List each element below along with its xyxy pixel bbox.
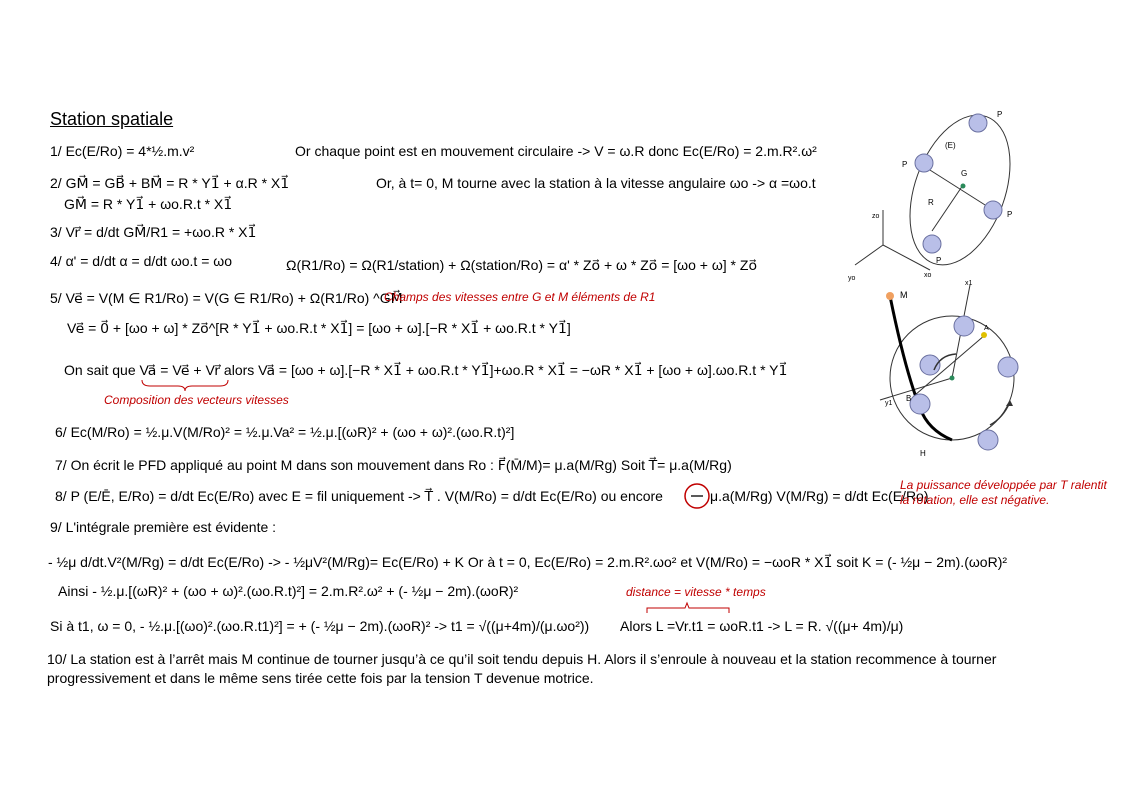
label-p1: P [997, 110, 1003, 119]
line-9: 9/ L'intégrale première est évidente : [50, 519, 277, 535]
line-5: 5/ Ve⃗ = V(M ∈ R1/Ro) = V(G ∈ R1/Ro) + Ω(R1/Ro) ^GM⃗ [50, 290, 403, 306]
line-1b: Or chaque point est en mouvement circulaire -> V = ω.R donc Ec(E/Ro) = 2.m.R².ω² [295, 143, 817, 159]
line-8: 8/ P (E/Ē, E/Ro) = d/dt Ec(E/Ro) avec E = fil uniquement -> T⃗ . V(M/Ro) = d/dt Ec(E/Ro) ou encore [55, 488, 663, 504]
label-m: M [900, 290, 908, 300]
label-p2: P [902, 160, 908, 169]
line-6: 6/ Ec(M/Ro) = ½.μ.V(M/Ro)² = ½.μ.Va² = ½.μ.[(ωR)² + (ωo + ω)².(ωo.R.t)²] [55, 424, 515, 440]
line-5b: Ve⃗ = 0⃗ + [ωo + ω] * Zo⃗^[R * Y1⃗ + ωo.R.t * X1⃗] = [ωo + ω].[−R * X1⃗ + ωo.R.t * Y1⃗] [67, 320, 571, 336]
paragraph-10: 10/ La station est à l’arrêt mais M continue de tourner jusqu’à ce qu’il soit tendu depuis H. Alors il s’enroule à nouveau et la station recommence à tourner progressivement et dans le même sens tirée cette fois par la tension T devenue motrice. [47, 651, 997, 686]
label-r: R [928, 198, 934, 207]
label-p3: P [1007, 210, 1013, 219]
label-x1: x1 [965, 280, 973, 287]
line-5c: On sait que Va⃗ = Ve⃗ + Vr⃗ alors Va⃗ = [ωo + ω].[−R * X1⃗ + ωo.R.t * Y1⃗]+ωo.R * X1⃗ = −ωR * X1⃗ + [ωo + ω].ωo.R.t * Y1⃗ [64, 362, 788, 378]
line-1: 1/ Ec(E/Ro) = 4*½.m.v² [50, 143, 195, 159]
station-diagram-bottom [860, 280, 1030, 460]
label-yo: yo [848, 275, 856, 282]
label-a: A [984, 325, 989, 332]
line-9b: Ainsi - ½.μ.[(ωR)² + (ωo + ω)².(ωo.R.t)²] = 2.m.R².ω² + (- ½μ − 2m).(ωoR)² [58, 583, 519, 599]
label-b: B [906, 394, 912, 403]
line-9c: Si à t1, ω = 0, - ½.μ.[(ωo)².(ωo.R.t1)²] = + (- ½μ − 2m).(ωoR)² -> t1 = √((μ+4m)/(μ.ωo²)) [50, 618, 590, 634]
line-4: 4/ α' = d/dt α = d/dt ωo.t = ωo [50, 253, 232, 269]
label-xo: xo [924, 272, 932, 279]
line-8b: μ.a(M/Rg) V(M/Rg) = d/dt Ec(E/Ro) [710, 488, 929, 504]
line-9a: - ½μ d/dt.V²(M/Rg) = d/dt Ec(E/Ro) -> - ½μV²(M/Rg)= Ec(E/Ro) + K Or à t = 0, Ec(E/Ro) = 2.m.R².ωo² et V(M/Ro) = −ωoR * X1⃗ soit K = (- ½μ − 2m).(ωoR)² [48, 554, 1008, 570]
annotation-puissance: La puissance développée par T ralentit la rotation, elle est négative. [900, 478, 1107, 507]
label-g: G [961, 169, 968, 178]
label-p4: P [936, 256, 942, 265]
line-2b: Or, à t= 0, M tourne avec la station à la vitesse angulaire ωo -> α =ωo.t [376, 175, 816, 191]
line-7: 7/ On écrit le PFD appliqué au point M dans son mouvement dans Ro : F⃗(M̄/M)= μ.a(M/Rg) Soit T⃗= μ.a(M/Rg) [55, 457, 732, 473]
line-2: 2/ GM⃗ = GB⃗ + BM⃗ = R * Y1⃗ + α.R * X1⃗ [50, 175, 290, 191]
line-4b: Ω(R1/Ro) = Ω(R1/station) + Ω(station/Ro) = α' * Zo⃗ + ω * Zo⃗ = [ωo + ω] * Zo⃗ [286, 257, 758, 273]
line-3: 3/ Vr⃗ = d/dt GM⃗/R1 = +ωo.R * X1⃗ [50, 224, 257, 240]
page-title: Station spatiale [50, 109, 174, 129]
annotation-champs: Champs des vitesses entre G et M éléments de R1 [384, 290, 656, 304]
line-9d: Alors L =Vr.t1 = ωoR.t1 -> L = R. √((μ+ 4m)/μ) [620, 618, 904, 634]
label-zo: zo [872, 213, 880, 220]
label-h: H [920, 449, 926, 458]
composition-brace [140, 378, 230, 392]
station-diagram-top [848, 105, 1025, 285]
label-y1: y1 [885, 400, 893, 407]
circled-minus [683, 482, 713, 510]
annotation-distance: distance = vitesse * temps [626, 585, 766, 599]
line-2c: GM⃗ = R * Y1⃗ + ωo.R.t * X1⃗ [64, 196, 233, 212]
label-e: (E) [945, 141, 956, 150]
annotation-composition: Composition des vecteurs vitesses [104, 393, 289, 407]
distance-brace [645, 602, 731, 614]
